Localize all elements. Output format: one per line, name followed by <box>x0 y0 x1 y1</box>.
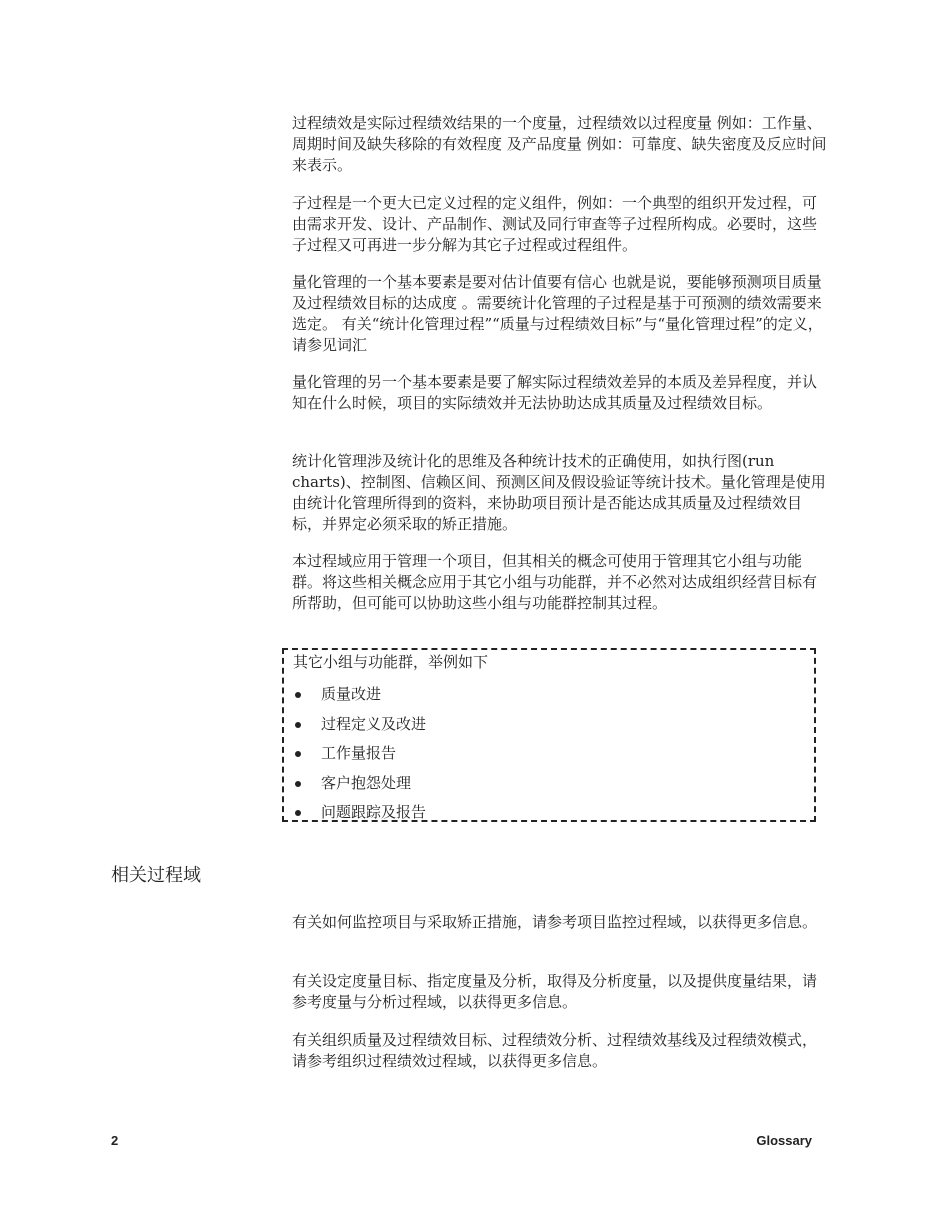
paragraph-subprocess: 子过程是一个更大已定义过程的定义组件，例如：一个典型的组织开发过程，可由需求开发、设计、产品制作、测试及同行审查等子过程所构成。必要时，这些子过程又可再进一步分解为其它子过程或过程组件。 <box>292 194 818 254</box>
bullet-icon <box>295 751 301 757</box>
related-process-areas-heading: 相关过程域 <box>111 865 201 886</box>
related-paragraph-project-monitoring: 有关如何监控项目与采取矫正措施，请参考项目监控过程域，以获得更多信息。 <box>292 913 818 931</box>
examples-box-title: 其它小组与功能群，举例如下 <box>293 653 489 671</box>
bullet-icon <box>295 722 301 728</box>
paragraph-quantitative-management: 量化管理的一个基本要素是要对估计值要有信心 也就是说，要能够预测项目质量及过程绩效目标的达成度 。需要统计化管理的子过程是基于可预测的绩效需要来选定。 有关“统计化管理过程”“质量与过程绩效目标”与“量化管理过程”的定义，请参见词汇 <box>292 273 823 354</box>
bullet-icon <box>295 810 301 816</box>
page-number: 2 <box>111 1133 119 1148</box>
related-paragraph-organizational-performance: 有关组织质量及过程绩效目标、过程绩效分析、过程绩效基线及过程绩效模式，请参考组织过程绩效过程域，以获得更多信息。 <box>292 1031 818 1070</box>
paragraph-performance-variation: 量化管理的另一个基本要素是要了解实际过程绩效差异的本质及差异程度，并认知在什么时候，项目的实际绩效并无法协助达成其质量及过程绩效目标。 <box>292 373 818 412</box>
bullet-icon <box>295 692 301 698</box>
related-paragraph-measurement-analysis: 有关设定度量目标、指定度量及分析，取得及分析度量，以及提供度量结果，请参考度量与分析过程域，以获得更多信息。 <box>292 972 818 1011</box>
paragraph-statistical-management: 统计化管理涉及统计化的思维及各种统计技术的正确使用，如执行图(run charts)、控制图、信赖区间、预测区间及假设验证等统计技术。量化管理是使用由统计化管理所得到的资料，来协助项目预计是否能达成其质量及过程绩效目标，并界定必须采取的矫正措施。 <box>292 452 826 533</box>
bullet-icon <box>295 781 301 787</box>
footer-section-title: Glossary <box>756 1133 812 1148</box>
paragraph-applicability: 本过程域应用于管理一个项目，但其相关的概念可使用于管理其它小组与功能群。将这些相关概念应用于其它小组与功能群，并不必然对达成组织经营目标有所帮助，但可能可以协助这些小组与功能群控制其过程。 <box>292 552 818 612</box>
examples-box: 其它小组与功能群，举例如下 质量改进 过程定义及改进 工作量报告 客户抱怨处理 问题跟踪及报告 <box>282 648 816 822</box>
paragraph-process-performance: 过程绩效是实际过程绩效结果的一个度量，过程绩效以过程度量 例如：工作量、周期时间及缺失移除的有效程度 及产品度量 例如：可靠度、缺失密度及反应时间 来表示。 <box>292 114 827 174</box>
